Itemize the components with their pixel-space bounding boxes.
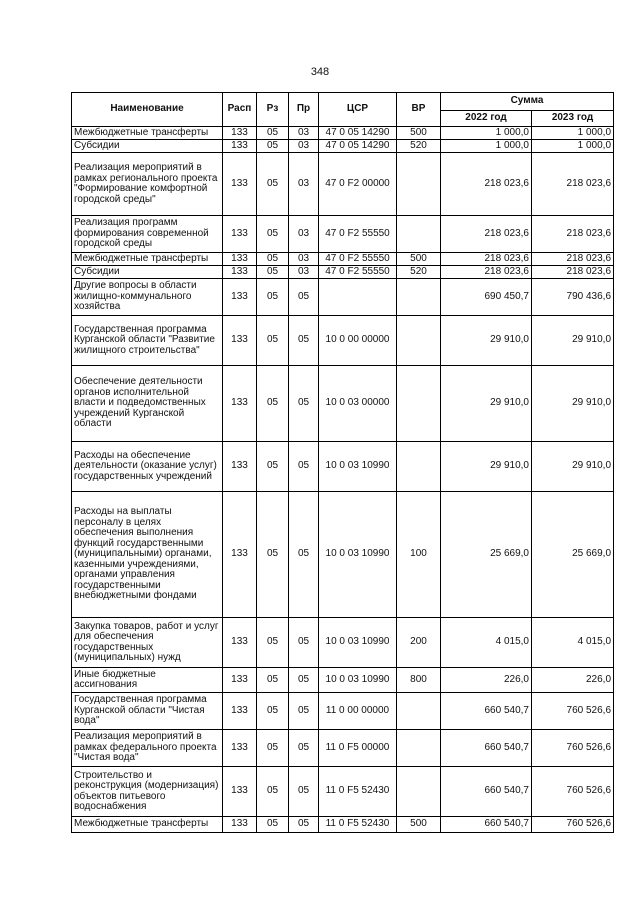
row-pr: 05	[289, 492, 319, 618]
table-row	[72, 153, 614, 216]
row-rasp: 133	[223, 153, 257, 216]
row-rasp: 133	[223, 730, 257, 767]
table-row	[72, 216, 614, 253]
row-rz: 05	[257, 140, 289, 153]
row-csr: 47 0 05 14290	[319, 127, 397, 140]
row-name: Межбюджетные трансферты	[72, 253, 223, 266]
row-vr	[397, 767, 441, 817]
table-row	[72, 316, 614, 366]
row-amount-2023: 760 526,6	[532, 693, 614, 730]
row-amount-2022: 660 540,7	[441, 693, 532, 730]
table-row	[72, 366, 614, 442]
row-amount-2022: 690 450,7	[441, 279, 532, 316]
row-pr: 03	[289, 253, 319, 266]
table-row	[72, 668, 614, 693]
row-rz: 05	[257, 730, 289, 767]
row-csr: 47 0 F2 55550	[319, 266, 397, 279]
row-csr	[319, 279, 397, 316]
header-csr: ЦСР	[319, 93, 397, 127]
row-vr	[397, 730, 441, 767]
row-vr	[397, 279, 441, 316]
row-rasp: 133	[223, 442, 257, 492]
row-csr: 10 0 03 00000	[319, 366, 397, 442]
row-pr: 03	[289, 127, 319, 140]
row-rz: 05	[257, 668, 289, 693]
row-pr: 05	[289, 817, 319, 833]
row-amount-2023: 760 526,6	[532, 730, 614, 767]
row-csr: 10 0 03 10990	[319, 492, 397, 618]
row-rasp: 133	[223, 693, 257, 730]
row-rz: 05	[257, 216, 289, 253]
row-amount-2023: 25 669,0	[532, 492, 614, 618]
row-amount-2022: 218 023,6	[441, 153, 532, 216]
header-rasp: Расп	[223, 93, 257, 127]
row-name: Иные бюджетные ассигнования	[72, 668, 223, 693]
row-rz: 05	[257, 253, 289, 266]
row-amount-2022: 29 910,0	[441, 366, 532, 442]
row-vr: 200	[397, 618, 441, 668]
row-amount-2023: 218 023,6	[532, 153, 614, 216]
table-row	[72, 140, 614, 153]
row-vr: 500	[397, 127, 441, 140]
row-amount-2022: 25 669,0	[441, 492, 532, 618]
row-rasp: 133	[223, 127, 257, 140]
row-rz: 05	[257, 492, 289, 618]
row-amount-2023: 1 000,0	[532, 140, 614, 153]
row-name: Расходы на выплаты персоналу в целях обеспечения выполнения функций государственными (муниципальными) органами, казенными учреждениями, органами управления государственными внебюджетными фондами	[72, 492, 223, 618]
table-row	[72, 127, 614, 140]
row-rz: 05	[257, 693, 289, 730]
row-vr	[397, 366, 441, 442]
row-amount-2022: 660 540,7	[441, 817, 532, 833]
row-pr: 05	[289, 693, 319, 730]
row-rz: 05	[257, 127, 289, 140]
row-amount-2022: 218 023,6	[441, 266, 532, 279]
row-pr: 05	[289, 767, 319, 817]
row-name: Субсидии	[72, 140, 223, 153]
row-rz: 05	[257, 817, 289, 833]
row-vr: 800	[397, 668, 441, 693]
row-amount-2023: 760 526,6	[532, 817, 614, 833]
row-rz: 05	[257, 266, 289, 279]
row-csr: 11 0 F5 00000	[319, 730, 397, 767]
row-amount-2022: 218 023,6	[441, 216, 532, 253]
row-rasp: 133	[223, 668, 257, 693]
row-amount-2023: 226,0	[532, 668, 614, 693]
header-year-2022: 2022 год	[441, 111, 532, 127]
row-amount-2023: 790 436,6	[532, 279, 614, 316]
table-row	[72, 253, 614, 266]
row-amount-2023: 218 023,6	[532, 253, 614, 266]
row-rz: 05	[257, 618, 289, 668]
table-row	[72, 442, 614, 492]
table-row	[72, 817, 614, 833]
header-pr: Пр	[289, 93, 319, 127]
header-year-2023: 2023 год	[532, 111, 614, 127]
row-csr: 47 0 F2 00000	[319, 153, 397, 216]
row-amount-2022: 4 015,0	[441, 618, 532, 668]
row-csr: 10 0 03 10990	[319, 618, 397, 668]
row-pr: 03	[289, 153, 319, 216]
row-amount-2022: 1 000,0	[441, 140, 532, 153]
row-name: Субсидии	[72, 266, 223, 279]
page-number: 348	[310, 66, 330, 78]
table-header	[72, 93, 614, 127]
row-pr: 05	[289, 279, 319, 316]
table-row	[72, 266, 614, 279]
row-vr	[397, 153, 441, 216]
row-csr: 11 0 F5 52430	[319, 817, 397, 833]
row-amount-2022: 1 000,0	[441, 127, 532, 140]
row-csr: 10 0 00 00000	[319, 316, 397, 366]
row-name: Государственная программа Курганской области "Развитие жилищного строительства"	[72, 316, 223, 366]
row-amount-2022: 29 910,0	[441, 316, 532, 366]
header-sum: Сумма	[441, 93, 614, 111]
header-vr: ВР	[397, 93, 441, 127]
row-vr: 100	[397, 492, 441, 618]
row-amount-2022: 226,0	[441, 668, 532, 693]
row-vr: 520	[397, 266, 441, 279]
table-row	[72, 693, 614, 730]
table-row	[72, 767, 614, 817]
row-rz: 05	[257, 316, 289, 366]
row-rasp: 133	[223, 216, 257, 253]
row-vr: 520	[397, 140, 441, 153]
row-rz: 05	[257, 366, 289, 442]
row-vr	[397, 316, 441, 366]
row-name: Обеспечение деятельности органов исполнительной власти и подведомственных учреждений Курганской области	[72, 366, 223, 442]
header-name: Наименование	[72, 93, 223, 127]
row-name: Другие вопросы в области жилищно-коммунального хозяйства	[72, 279, 223, 316]
row-name: Закупка товаров, работ и услуг для обеспечения государственных (муниципальных) нужд	[72, 618, 223, 668]
row-name: Межбюджетные трансферты	[72, 817, 223, 833]
row-csr: 10 0 03 10990	[319, 668, 397, 693]
row-amount-2023: 29 910,0	[532, 442, 614, 492]
table-row	[72, 279, 614, 316]
row-pr: 03	[289, 140, 319, 153]
row-rasp: 133	[223, 266, 257, 279]
row-amount-2023: 4 015,0	[532, 618, 614, 668]
row-rz: 05	[257, 442, 289, 492]
row-csr: 11 0 00 00000	[319, 693, 397, 730]
row-rasp: 133	[223, 767, 257, 817]
row-vr	[397, 216, 441, 253]
row-csr: 47 0 F2 55550	[319, 253, 397, 266]
row-amount-2022: 218 023,6	[441, 253, 532, 266]
row-rz: 05	[257, 279, 289, 316]
row-csr: 11 0 F5 52430	[319, 767, 397, 817]
row-name: Реализация мероприятий в рамках федерального проекта "Чистая вода"	[72, 730, 223, 767]
row-pr: 05	[289, 316, 319, 366]
row-rasp: 133	[223, 366, 257, 442]
row-rasp: 133	[223, 316, 257, 366]
row-name: Межбюджетные трансферты	[72, 127, 223, 140]
row-name: Реализация программ формирования современной городской среды	[72, 216, 223, 253]
row-vr: 500	[397, 253, 441, 266]
row-amount-2022: 660 540,7	[441, 730, 532, 767]
table-body	[72, 127, 614, 833]
row-rasp: 133	[223, 618, 257, 668]
row-csr: 47 0 05 14290	[319, 140, 397, 153]
row-vr	[397, 693, 441, 730]
row-pr: 03	[289, 266, 319, 279]
row-csr: 47 0 F2 55550	[319, 216, 397, 253]
header-rz: Рз	[257, 93, 289, 127]
row-rasp: 133	[223, 279, 257, 316]
row-rasp: 133	[223, 253, 257, 266]
row-rasp: 133	[223, 492, 257, 618]
row-amount-2023: 29 910,0	[532, 366, 614, 442]
table-row	[72, 618, 614, 668]
table-row	[72, 492, 614, 618]
row-pr: 05	[289, 618, 319, 668]
row-rasp: 133	[223, 140, 257, 153]
row-amount-2023: 1 000,0	[532, 127, 614, 140]
row-vr	[397, 442, 441, 492]
row-amount-2023: 29 910,0	[532, 316, 614, 366]
row-vr: 500	[397, 817, 441, 833]
row-csr: 10 0 03 10990	[319, 442, 397, 492]
row-name: Строительство и реконструкция (модернизация) объектов питьевого водоснабжения	[72, 767, 223, 817]
table-row	[72, 730, 614, 767]
row-pr: 05	[289, 366, 319, 442]
row-name: Расходы на обеспечение деятельности (оказание услуг) государственных учреждений	[72, 442, 223, 492]
row-amount-2022: 660 540,7	[441, 767, 532, 817]
row-pr: 03	[289, 216, 319, 253]
row-pr: 05	[289, 442, 319, 492]
row-rasp: 133	[223, 817, 257, 833]
row-amount-2023: 218 023,6	[532, 266, 614, 279]
row-name: Государственная программа Курганской области "Чистая вода"	[72, 693, 223, 730]
budget-table	[71, 92, 614, 833]
row-name: Реализация мероприятий в рамках регионального проекта "Формирование комфортной городской среды"	[72, 153, 223, 216]
row-rz: 05	[257, 153, 289, 216]
row-amount-2023: 760 526,6	[532, 767, 614, 817]
row-pr: 05	[289, 668, 319, 693]
row-amount-2023: 218 023,6	[532, 216, 614, 253]
row-rz: 05	[257, 767, 289, 817]
row-pr: 05	[289, 730, 319, 767]
row-amount-2022: 29 910,0	[441, 442, 532, 492]
